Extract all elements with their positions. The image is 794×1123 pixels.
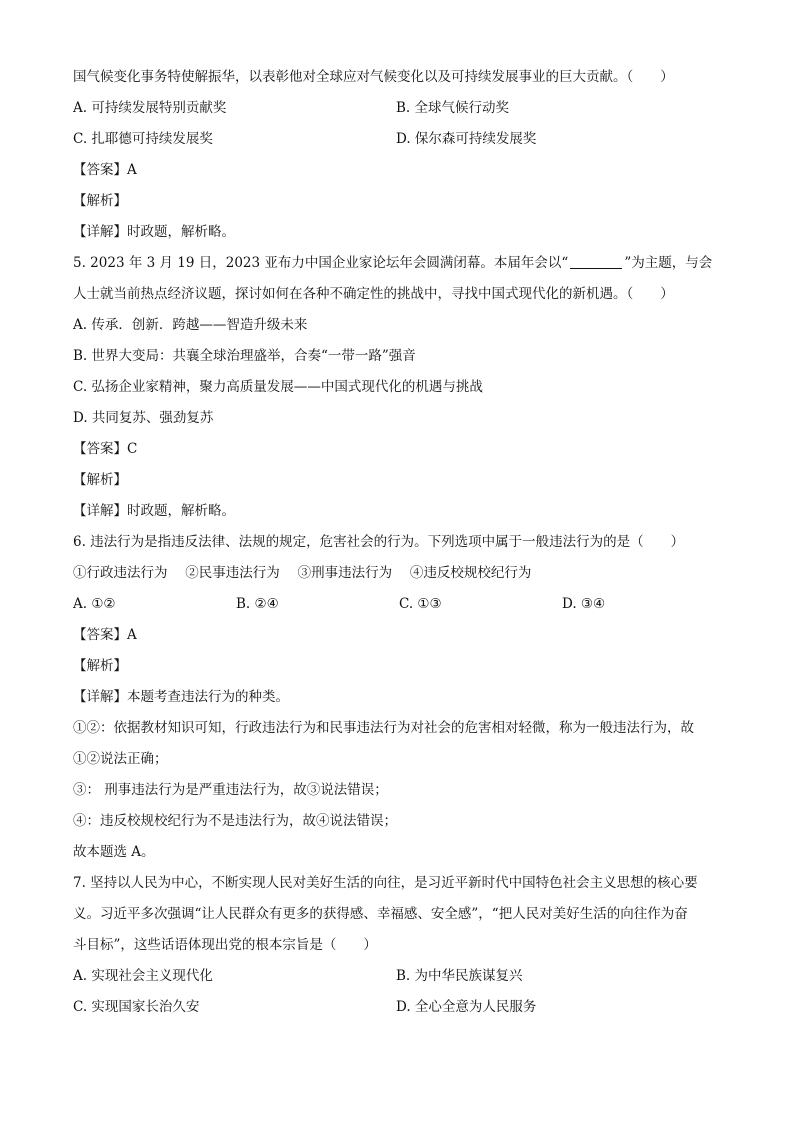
q5-analysis: 【解析】 — [73, 472, 127, 488]
q5-stem-part-a: 5. 2023 年 3 月 19 日，2023 亚布力中国企业家论坛年会圆满闭幕。本届年会以“ — [73, 255, 569, 271]
q6-answer: 【答案】A — [73, 627, 137, 643]
q6-option-a: A. ①② — [73, 596, 116, 612]
q6-options-row — [73, 589, 728, 620]
q7-option-b: B. 为中华民族谋复兴 — [396, 968, 523, 984]
q4-option-c: C. 扎耶德可持续发展奖 — [73, 131, 213, 147]
q7-stem-line2: 义。习近平多次强调“让人民群众有更多的获得感、幸福感、安全感”，“把人民对美好生活的向往作为奋 — [73, 906, 688, 922]
q5-fill-blank — [570, 254, 622, 269]
q7-option-c: C. 实现国家长治久安 — [73, 999, 200, 1015]
q4-analysis: 【解析】 — [73, 193, 127, 209]
q4-option-a: A. 可持续发展特别贡献奖 — [73, 100, 227, 116]
q5-option-b: B. 世界大变局：共襄全球治理盛举，合奏“一带一路”强音 — [73, 348, 416, 364]
q6-items: ①行政违法行为 ②民事违法行为 ③刑事违法行为 ④违反校规校纪行为 — [73, 565, 532, 581]
q4-options-row2 — [73, 124, 728, 155]
q6-stem: 6. 违法行为是指违反法律、法规的规定，危害社会的行为。下列选项中属于一般违法行为的是（ ） — [73, 534, 685, 550]
q6-explanation-3: ④：违反校规校纪行为不是违法行为，故④说法错误； — [73, 813, 397, 829]
document-page — [73, 62, 728, 1023]
q6-option-c: C. ①③ — [399, 596, 442, 612]
q6-detail: 【详解】本题考查违法行为的种类。 — [73, 689, 289, 705]
q7-stem-line1: 7. 坚持以人民为中心，不断实现人民对美好生活的向往，是习近平新时代中国特色社会主义思想的核心要 — [73, 875, 698, 891]
q7-option-a: A. 实现社会主义现代化 — [73, 968, 213, 984]
q5-option-d: D. 共同复苏、强劲复苏 — [73, 410, 214, 426]
q7-options-row1 — [73, 961, 728, 992]
q4-detail: 【详解】时政题，解析略。 — [73, 224, 235, 240]
q6-explanation-2: ③： 刑事违法行为是严重违法行为，故③说法错误； — [73, 782, 388, 798]
q5-stem-line2: 人士就当前热点经济议题，探讨如何在各种不确定性的挑战中，寻找中国式现代化的新机遇。（ ） — [73, 286, 674, 302]
q7-option-d: D. 全心全意为人民服务 — [396, 999, 537, 1015]
q4-option-b: B. 全球气候行动奖 — [396, 100, 510, 116]
q7-options-row2 — [73, 992, 728, 1023]
q6-analysis: 【解析】 — [73, 658, 127, 674]
q5-detail: 【详解】时政题，解析略。 — [73, 503, 235, 519]
q7-stem-line3: 斗目标”，这些话语体现出党的根本宗旨是（ ） — [73, 937, 377, 953]
q4-option-d: D. 保尔森可持续发展奖 — [396, 131, 537, 147]
q6-explanation-1-line1: ①②：依据教材知识可知，行政违法行为和民事违法行为对社会的危害相对轻微，称为一般违法行为，故 — [73, 720, 694, 736]
q5-stem-line1 — [73, 248, 728, 279]
q6-explanation-1-line2: ①②说法正确； — [73, 751, 168, 767]
q5-option-a: A. 传承．创新．跨越——智造升级未来 — [73, 317, 308, 333]
q5-answer: 【答案】C — [73, 441, 138, 457]
q5-stem-part-b: ”为主题，与会 — [624, 255, 713, 271]
q4-answer: 【答案】A — [73, 162, 137, 178]
q6-option-d: D. ③④ — [562, 596, 606, 612]
q6-conclusion: 故本题选 A。 — [73, 844, 155, 860]
q6-option-b: B. ②④ — [236, 596, 279, 612]
q4-options-row1 — [73, 93, 728, 124]
q5-option-c: C. 弘扬企业家精神，聚力高质量发展——中国式现代化的机遇与挑战 — [73, 379, 483, 395]
q4-stem: 国气候变化事务特使解振华，以表彰他对全球应对气候变化以及可持续发展事业的巨大贡献。（ ） — [73, 69, 674, 85]
